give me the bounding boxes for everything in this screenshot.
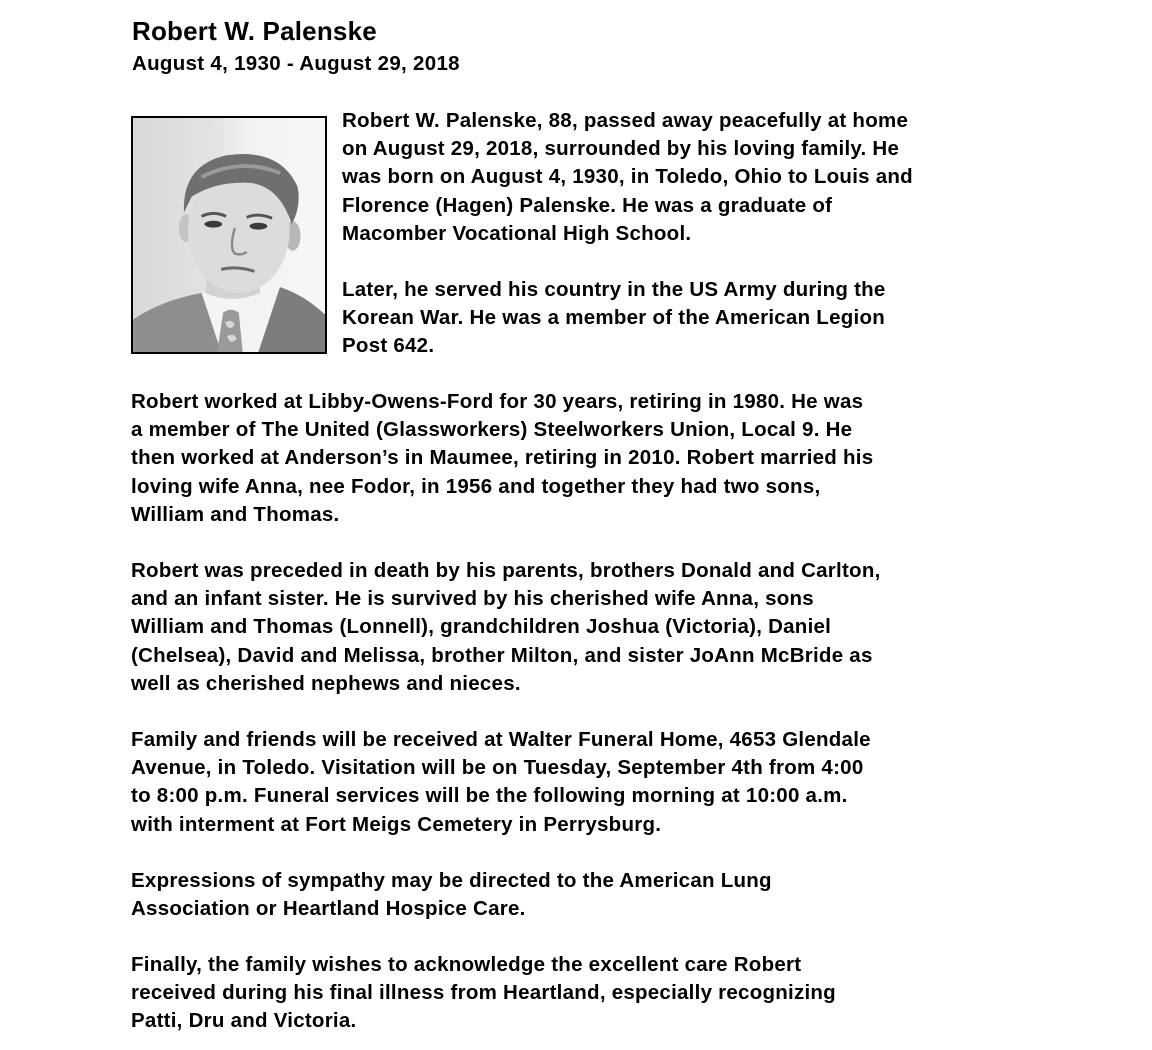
portrait-photo-icon — [133, 118, 325, 352]
obituary-paragraph: Robert W. Palenske, 88, passed away peacefully at home on August 29, 2018, surrounded by his loving family. He was born on August 4, 1930, in Toledo, Ohio to Louis and Florence (Hagen) Palenske. He was a graduate of Macomber Vocational High School. — [342, 109, 913, 245]
obituary-paragraph: Family and friends will be received at Walter Funeral Home, 4653 Glendale Avenue, in Toledo. Visitation will be on Tuesday, September 4th from 4:00 to 8:00 p.m. Funeral services will be the following morning at 10:00 a.m. with interment at Fort Meigs Cemetery in Perrysburg. — [131, 728, 871, 836]
obituary-paragraph: Later, he served his country in the US Army during the Korean War. He was a member of the American Legion Post 642. — [342, 278, 886, 358]
obituary-dates: August 4, 1930 - August 29, 2018 — [132, 52, 460, 75]
portrait-photo — [131, 116, 327, 354]
obituary-paragraph: Expressions of sympathy may be directed to the American Lung Association or Heartland Hospice Care. — [131, 869, 772, 921]
obituary-paragraph: Robert worked at Libby-Owens-Ford for 30 years, retiring in 1980. He was a member of The United (Glassworkers) Steelworkers Union, Local 9. He then worked at Anderson’s in Maumee, retiring in 2010. Robert married his loving wife Anna, nee Fodor, in 1956 and together they had two sons, William and Thomas. — [131, 390, 874, 526]
obituary-paragraph: Finally, the family wishes to acknowledge the excellent care Robert received during his final illness from Heartland, especially recognizing Patti, Dru and Victoria. — [131, 953, 836, 1033]
obituary-paragraph: Robert was preceded in death by his parents, brothers Donald and Carlton, and an infant sister. He is survived by his cherished wife Anna, sons William and Thomas (Lonnell), grandchildren Joshua (Victoria), Daniel (Chelsea), David and Melissa, brother Milton, and sister JoAnn McBride as well as cherished nephews and nieces. — [131, 559, 881, 695]
obituary-name: Robert W. Palenske — [132, 16, 377, 46]
